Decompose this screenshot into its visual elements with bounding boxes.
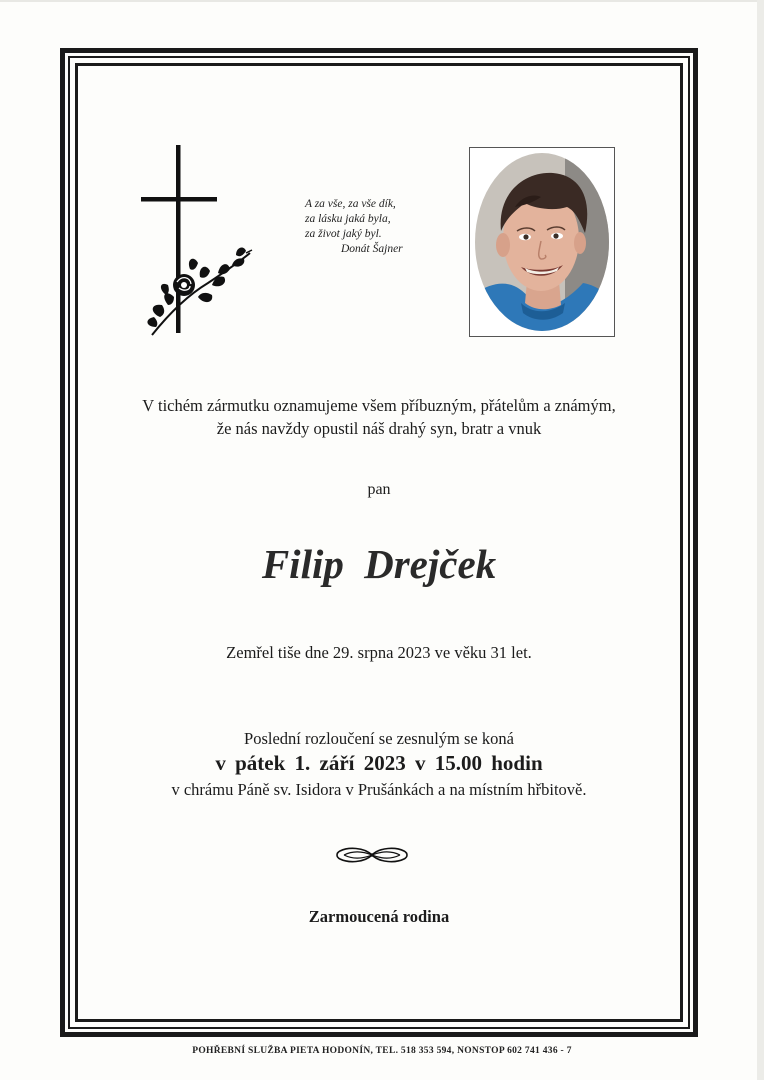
portrait-photo-frame bbox=[469, 147, 615, 337]
portrait-photo bbox=[475, 153, 609, 331]
footer-funeral-service: POHŘEBNÍ SLUŽBA PIETA HODONÍN, TEL. 518 353 594, NONSTOP 602 741 436 - 7 bbox=[192, 1046, 572, 1056]
honorific-title: pan bbox=[367, 481, 391, 498]
announcement-line-1: V tichém zármutku oznamujeme všem příbuzným, přátelům a známým, bbox=[142, 396, 616, 415]
deceased-name: Filip Drejček bbox=[261, 541, 497, 587]
ornament-divider-icon bbox=[334, 845, 410, 865]
scan-edge-right bbox=[757, 0, 764, 1080]
death-notice: Zemřel tiše dne 29. srpna 2023 ve věku 31 let. bbox=[226, 643, 532, 662]
poem-line: za život jaký byl. bbox=[305, 228, 382, 240]
scan-edge-top bbox=[0, 0, 764, 2]
farewell-date-time: v pátek 1. září 2023 v 15.00 hodin bbox=[215, 751, 543, 775]
cross-with-rose-icon bbox=[138, 145, 254, 340]
announcement-line-2: že nás navždy opustil náš drahý syn, bratr a vnuk bbox=[216, 419, 542, 438]
farewell-intro: Poslední rozloučení se zesnulým se koná bbox=[244, 729, 514, 748]
poem-author: Donát Šajner bbox=[341, 243, 403, 255]
poem-line: A za vše, za vše dík, bbox=[305, 198, 396, 210]
poem-quote bbox=[305, 197, 455, 257]
farewell-place: v chrámu Páně sv. Isidora v Prušánkách a na místním hřbitově. bbox=[171, 780, 587, 799]
signature: Zarmoucená rodina bbox=[308, 907, 450, 926]
poem-line: za lásku jaká byla, bbox=[305, 213, 391, 225]
announcement bbox=[78, 394, 680, 440]
